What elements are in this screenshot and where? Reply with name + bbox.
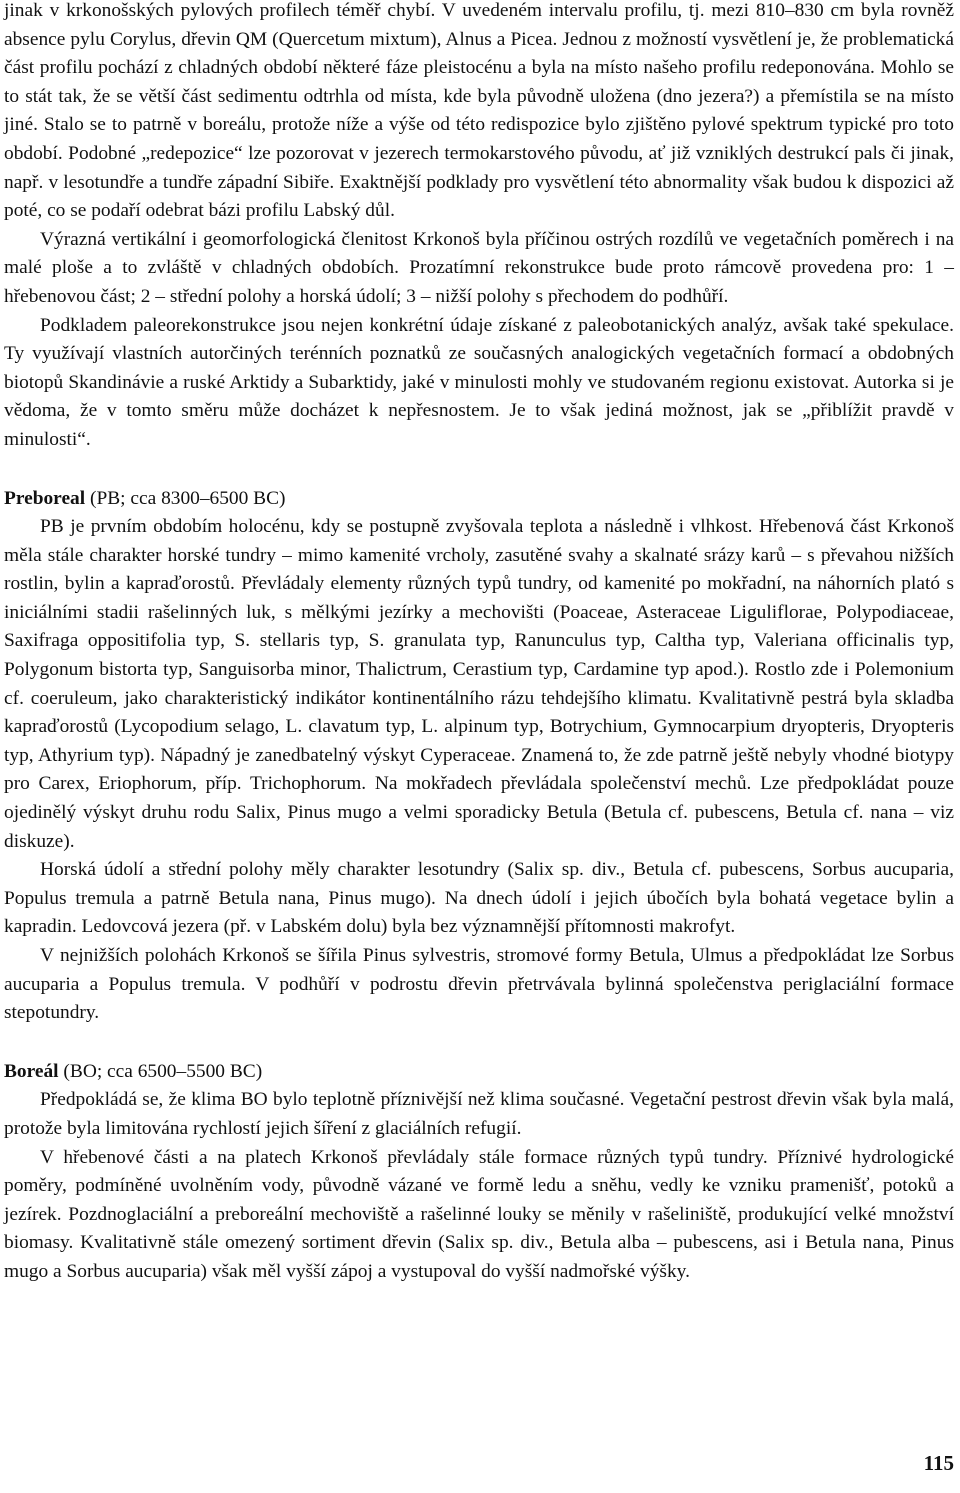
section-heading-preboreal: [4, 485, 954, 514]
section-subtitle-boreal: (BO; cca 6500–5500 BC): [58, 1060, 263, 1082]
preboreal-paragraph-2: Horská údolí a střední polohy měly charakter lesotundry (Salix sp. div., Betula cf. pubescens, Sorbus aucuparia, Populus tremula a patrně Betula nana, Pinus mugo). Na dnech údolí i jejich úbočích byla bohatá vegetace bylin a kapradin. Ledovcová jezera (př. v Labském dolu) byla bez významnější přítomnosti makrofyt.: [4, 859, 954, 938]
section-heading-boreal: [4, 1058, 954, 1087]
section-subtitle-preboreal: (PB; cca 8300–6500 BC): [85, 487, 286, 509]
page-number: 115: [923, 1451, 954, 1475]
section-title-boreal: Boreál: [4, 1060, 59, 1082]
intro-paragraph-3: Podkladem paleorekonstrukce jsou nejen konkrétní údaje získané z paleobotanických analýz, avšak také spekulace. Ty využívají vlastních autorčiných terénních poznatků ze současných analogických vegetačních formací a obdobných biotopů Skandinávie a ruské Arktidy a Subarktidy, jaké v minulosti mohly ve studovaném regionu existovat. Autorka si je vědoma, že v tomto směru může docházet k nepřesnostem. Je to však jediná možnost, jak se „přiblížit pravdě v minulosti“.: [4, 314, 954, 450]
section-title-preboreal: Preboreal: [4, 487, 86, 509]
boreal-paragraph-2: V hřebenové části a na platech Krkonoš převládaly stále formace různých typů tundry. Příznivé hydrologické poměry, podmíněné uvolněním vody, původně vázané ve formě ledu a sněhu, vedly ke vzniku pramenišť, potoků a jezírek. Pozdnoglaciální a preboreální mechoviště a rašelinné louky se měnily v rašeliniště, produkující velké množství biomasy. Kvalitativně stále omezený sortiment dřevin (Salix sp. div., Betula alba – pubescens, asi i Betula nana, Pinus mugo a Sorbus aucuparia) však měl vyšší zápoj a vystupoval do vyšší nadmořské výšky.: [4, 1146, 954, 1282]
intro-paragraph-2: Výrazná vertikální i geomorfologická členitost Krkonoš byla příčinou ostrých rozdílů ve vegetačních poměrech i na malé ploše a to zvláště v chladných obdobích. Prozatímní rekonstrukce bude proto rámcově provedena pro: 1 – hřebenovou část; 2 – střední polohy a horská údolí; 3 – nižší polohy s přechodem do podhůří.: [4, 228, 954, 307]
preboreal-paragraph-1: PB je prvním obdobím holocénu, kdy se postupně zvyšovala teplota a následně i vlhkost. Hřebenová část Krkonoš měla stále charakter horské tundry – mimo kamenité vrcholy, zasutěné svahy a skalnaté srázy karů – s převahou nižších rostlin, bylin a kapraďorostů. Převládaly elementy různých typů tundry, od kamenité po mokřadní, na náhorních plató s iniciálními stadii rašelinných luk, s mělkými jezírky a mechovišti (Poaceae, Asteraceae Liguliflorae, Polypodiaceae, Saxifraga oppositifolia typ, S. stellaris typ, S. granulata typ, Ranunculus typ, Caltha typ, Valeriana officinalis typ, Polygonum bistorta typ, Sanguisorba minor, Thalictrum, Cerastium typ, Cardamine typ apod.). Rostlo zde i Polemonium cf. coeruleum, jako charakteristický indikátor kontinentálního rázu tehdejšího klimatu. Kvalitativně pestrá byla skladba kapraďorostů (Lycopodium selago, L. clavatum typ, L. alpinum typ, Botrychium, Gymnocarpium dryopteris, Dryopteris typ, Athyrium typ). Nápadný je zanedbatelný výskyt Cyperaceae. Znamená to, že zde patrně ještě nebyly vhodné biotypy pro Carex, Eriophorum, příp. Trichophorum. Na mokřadech převládala společenství mechů. Lze předpokládat pouze ojedinělý výskyt druhu rodu Salix, Pinus mugo a velmi sporadicky Betula (Betula cf. pubescens, Betula cf. nana – viz diskuze).: [4, 516, 954, 852]
intro-paragraph-1: jinak v krkonošských pylových profilech téměř chybí. V uvedeném intervalu profilu, tj. mezi 810–830 cm byla rovněž absence pylu Corylus, dřevin QM (Quercetum mixtum), Alnus a Picea. Jednou z možností vysvětlení je, že problematická část profilu pochází z chladných období některé fáze pleistocénu a byla na místo našeho profilu redeponována. Mohlo se to stát tak, že se větší část sedimentu odtrhla od místa, kde byla původně uložena (dno jezera?) a přemístila se na místo jiné. Stalo se to patrně v boreálu, protože níže a výše od této redispozice bylo zjištěno pylové spektrum typické pro toto období. Podobné „redepozice“ lze pozorovat v jezerech termokarstového původu, ať již vzniklých destrukcí pals či jinak, např. v lesotundře a tundře západní Sibiře. Exaktnější podklady pro vysvětlení této abnormality však budou k dispozici až poté, co se podaří odebrat bázi profilu Labský důl.: [4, 0, 954, 222]
boreal-paragraph-1: Předpokládá se, že klima BO bylo teplotně příznivější než klima současné. Vegetační pestrost dřevin však byla malá, protože byla limitována rychlostí jejich šíření z glaciálních refugií.: [4, 1089, 954, 1139]
preboreal-paragraph-3: V nejnižších polohách Krkonoš se šířila Pinus sylvestris, stromové formy Betula, Ulmus a předpokládat lze Sorbus aucuparia a Populus tremula. V podhůří v podrostu dřevin přetrvávala bylinná společenstva periglaciální formace stepotundry.: [4, 945, 954, 1024]
